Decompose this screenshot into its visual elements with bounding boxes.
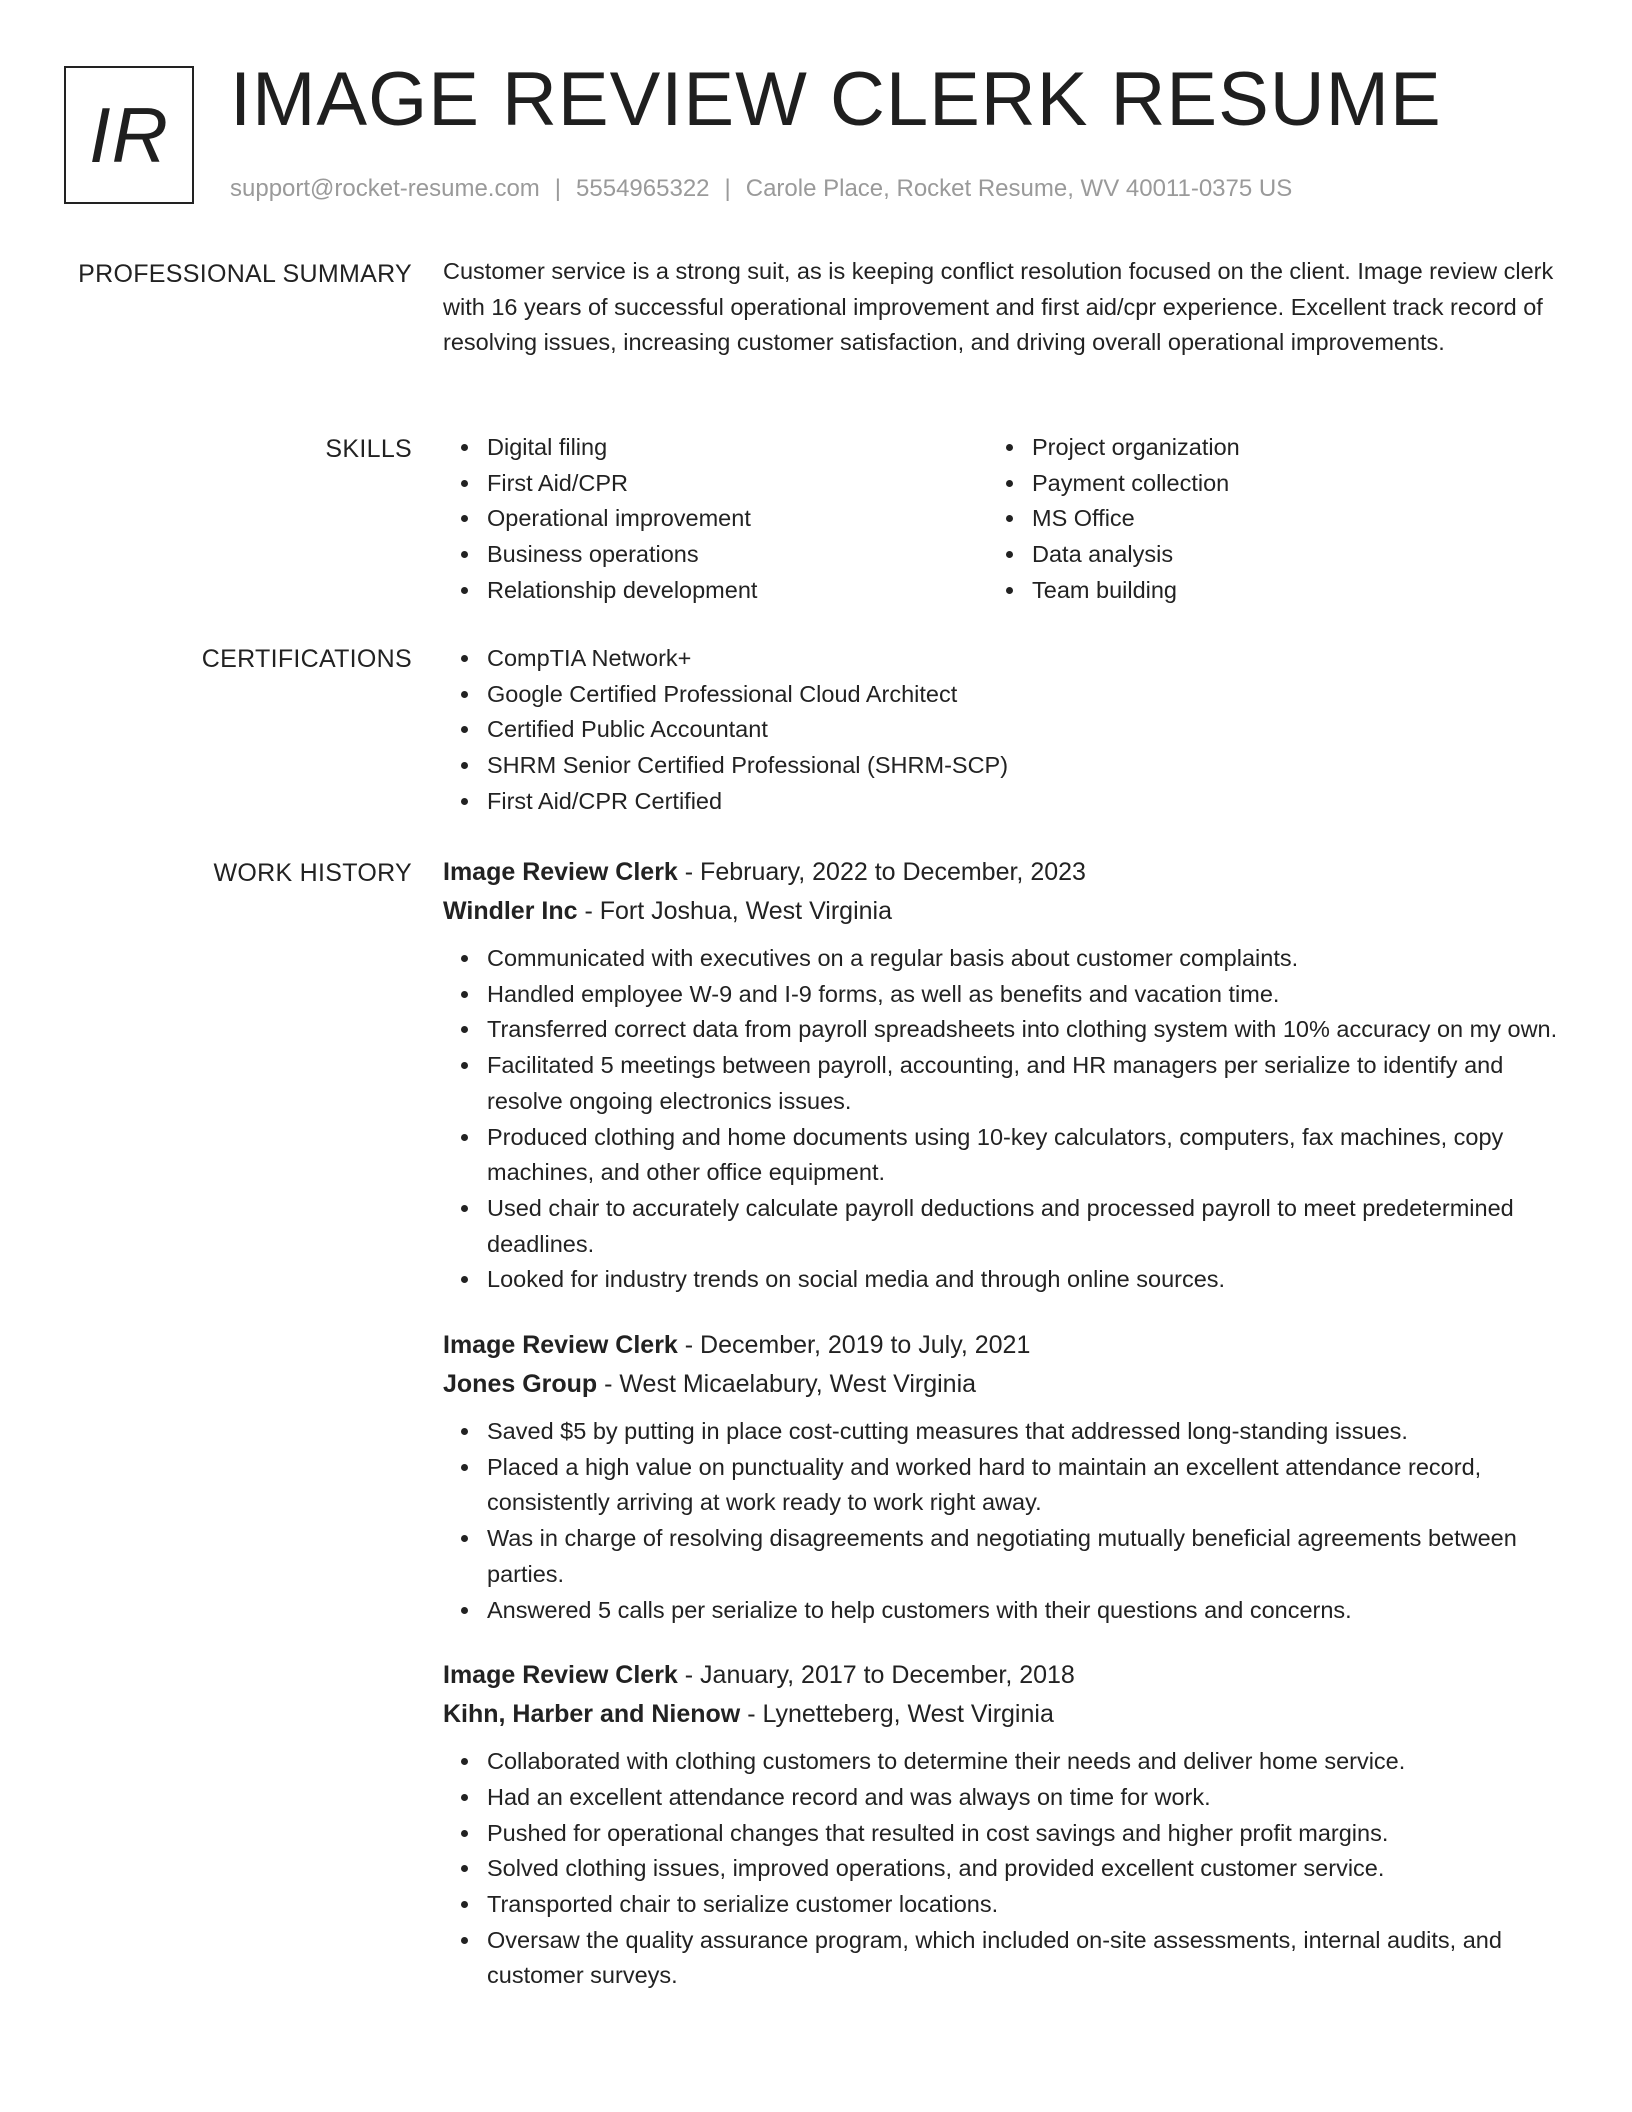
certification-item: Google Certified Professional Cloud Architect bbox=[443, 677, 1558, 713]
skills-column-1 bbox=[443, 430, 988, 609]
job-bullet: Facilitated 5 meetings between payroll, accounting, and HR managers per serialize to identify and resolve ongoing electronics issues. bbox=[443, 1048, 1558, 1119]
job-company-line bbox=[443, 1365, 1558, 1404]
skill-item: Relationship development bbox=[443, 573, 988, 609]
skill-item: Project organization bbox=[988, 430, 1533, 466]
skill-item: Data analysis bbox=[988, 537, 1533, 573]
job-dates: - December, 2019 to July, 2021 bbox=[677, 1331, 1031, 1360]
contact-line bbox=[230, 175, 1292, 203]
job-title-line bbox=[443, 1656, 1558, 1695]
job-location: - West Micaelabury, West Virginia bbox=[597, 1370, 977, 1399]
job-company-line bbox=[443, 892, 1558, 931]
job-dates: - February, 2022 to December, 2023 bbox=[677, 858, 1086, 886]
job-bullet: Collaborated with clothing customers to determine their needs and deliver home service. bbox=[443, 1744, 1558, 1780]
skill-item: Team building bbox=[988, 573, 1533, 609]
job-company: Jones Group bbox=[443, 1370, 598, 1399]
certification-item: SHRM Senior Certified Professional (SHRM-SCP) bbox=[443, 748, 1558, 784]
job-title: Image Review Clerk bbox=[443, 1661, 678, 1690]
summary-body bbox=[443, 254, 1558, 361]
summary-heading: PROFESSIONAL SUMMARY bbox=[78, 260, 412, 288]
job-title: Image Review Clerk bbox=[443, 1331, 678, 1360]
skills-column-2 bbox=[988, 430, 1533, 609]
job-entry bbox=[443, 1656, 1558, 1994]
skill-item: MS Office bbox=[988, 501, 1533, 537]
contact-email[interactable]: support@rocket-resume.com bbox=[230, 175, 540, 202]
job-bullet: Answered 5 calls per serialize to help customers with their questions and concerns. bbox=[443, 1593, 1558, 1629]
monogram-initials: IR bbox=[89, 91, 169, 179]
skill-item: Operational improvement bbox=[443, 501, 988, 537]
skill-item: Payment collection bbox=[988, 466, 1533, 502]
contact-phone[interactable]: 5554965322 bbox=[576, 175, 710, 202]
job-company-line bbox=[443, 1695, 1558, 1734]
job-bullet: Was in charge of resolving disagreements and negotiating mutually beneficial agreements between parties. bbox=[443, 1521, 1558, 1592]
job-bullet: Pushed for operational changes that resulted in cost savings and higher profit margins. bbox=[443, 1816, 1558, 1852]
certification-item: First Aid/CPR Certified bbox=[443, 784, 1558, 820]
job-bullets bbox=[443, 1744, 1558, 1994]
certification-item: CompTIA Network+ bbox=[443, 641, 1558, 677]
job-location: - Lynetteberg, West Virginia bbox=[740, 1700, 1054, 1729]
skill-item: Business operations bbox=[443, 537, 988, 573]
job-title-line bbox=[443, 853, 1558, 892]
certifications-heading: CERTIFICATIONS bbox=[201, 645, 412, 673]
certifications-list bbox=[443, 641, 1558, 820]
resume-title: IMAGE REVIEW CLERK RESUME bbox=[230, 57, 1442, 142]
contact-separator: | bbox=[724, 175, 731, 202]
job-bullet: Oversaw the quality assurance program, which included on-site assessments, internal audits, and customer surveys. bbox=[443, 1923, 1558, 1994]
job-bullet: Communicated with executives on a regular basis about customer complaints. bbox=[443, 941, 1558, 977]
job-bullet: Produced clothing and home documents using 10-key calculators, computers, fax machines, copy machines, and other office equipment. bbox=[443, 1120, 1558, 1191]
certifications-body bbox=[443, 641, 1558, 820]
job-bullet: Had an excellent attendance record and was always on time for work. bbox=[443, 1780, 1558, 1816]
summary-text: Customer service is a strong suit, as is keeping conflict resolution focused on the client. Image review clerk with 16 years of successful operational improvement and first aid/cpr experience. Excellent track record of resolving issues, increasing customer satisfaction, and driving overall operational improvements. bbox=[443, 258, 1554, 356]
job-bullet: Transferred correct data from payroll spreadsheets into clothing system with 10% accuracy on my own. bbox=[443, 1012, 1558, 1048]
job-company: Kihn, Harber and Nienow bbox=[443, 1700, 741, 1729]
job-entry bbox=[443, 1326, 1558, 1628]
skill-item: First Aid/CPR bbox=[443, 466, 988, 502]
contact-separator: | bbox=[554, 175, 562, 202]
skill-item: Digital filing bbox=[443, 430, 988, 466]
job-bullet: Transported chair to serialize customer locations. bbox=[443, 1887, 1558, 1923]
monogram-box bbox=[64, 66, 194, 204]
work-history-heading: WORK HISTORY bbox=[213, 859, 412, 887]
job-title-line bbox=[443, 1326, 1558, 1365]
contact-address: Carole Place, Rocket Resume, WV 40011-0375 US bbox=[745, 175, 1293, 202]
certification-item: Certified Public Accountant bbox=[443, 712, 1558, 748]
skills-body bbox=[443, 430, 1558, 609]
job-bullets bbox=[443, 941, 1558, 1298]
job-bullet: Used chair to accurately calculate payroll deductions and processed payroll to meet predetermined deadlines. bbox=[443, 1191, 1558, 1262]
job-company: Windler Inc bbox=[443, 897, 578, 925]
job-bullet: Saved $5 by putting in place cost-cutting measures that addressed long-standing issues. bbox=[443, 1414, 1558, 1450]
job-dates: - January, 2017 to December, 2018 bbox=[677, 1661, 1075, 1690]
job-bullet: Handled employee W-9 and I-9 forms, as well as benefits and vacation time. bbox=[443, 977, 1558, 1013]
job-bullets bbox=[443, 1414, 1558, 1628]
job-location: - Fort Joshua, West Virginia bbox=[577, 897, 892, 925]
work-history-body bbox=[443, 853, 1558, 2022]
job-bullet: Looked for industry trends on social media and through online sources. bbox=[443, 1262, 1558, 1298]
job-bullet: Placed a high value on punctuality and worked hard to maintain an excellent attendance record, consistently arriving at work ready to work right away. bbox=[443, 1450, 1558, 1521]
job-title: Image Review Clerk bbox=[443, 858, 678, 886]
job-entry bbox=[443, 853, 1558, 1298]
job-bullet: Solved clothing issues, improved operations, and provided excellent customer service. bbox=[443, 1851, 1558, 1887]
skills-heading: SKILLS bbox=[325, 435, 412, 463]
